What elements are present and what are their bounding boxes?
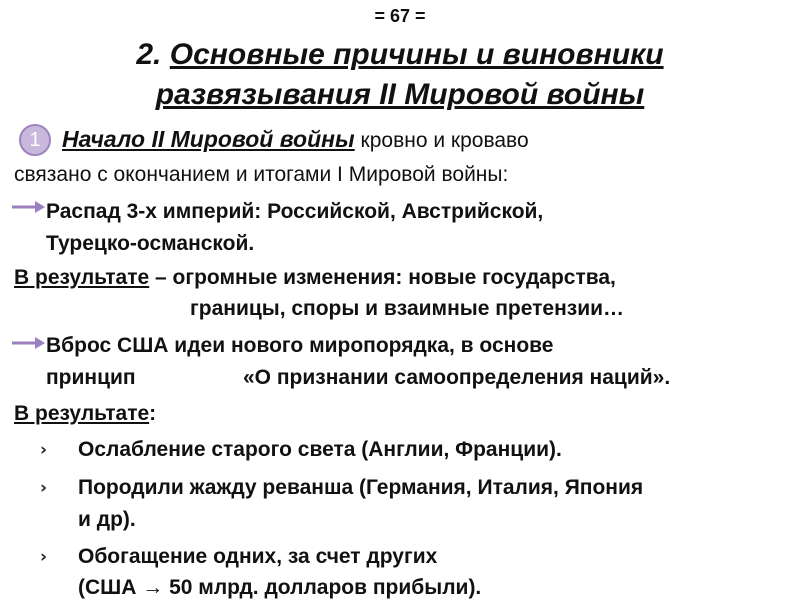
title-text-2: развязывания II Мировой войны (155, 78, 645, 111)
bullet-2-line1: Породили жажду реванша (Германия, Италия, Япония (78, 476, 644, 499)
arrow-item-2-line2b: «О признании самоопределения наций». (243, 366, 671, 389)
arrow-item-1-line1: Распад 3-х империй: Российской, Австрийской, (46, 200, 544, 223)
title-number: 2. (136, 38, 162, 71)
numbered-circle-icon: 1 (19, 124, 51, 156)
slide-title-line2 (0, 78, 800, 112)
bullet-marker-icon: › (40, 440, 48, 460)
page-number: = 67 = (374, 6, 426, 26)
result-1-line2: границы, споры и взаимные претензии… (190, 297, 625, 320)
intro-line1 (62, 126, 529, 153)
result-2-line (14, 402, 156, 426)
result-2-label: В результате (14, 402, 150, 425)
result-1-line1 (14, 266, 616, 290)
bullet-marker-icon: › (40, 547, 48, 567)
bullet-2-line2: и др). (78, 508, 136, 531)
right-arrow-icon (12, 200, 46, 214)
result-1-text: – огромные изменения: новые государства, (149, 266, 616, 289)
right-arrow-icon (12, 336, 46, 350)
intro-line2: связано с окончанием и итогами I Мировой войны: (14, 163, 509, 186)
result-2-colon: : (149, 402, 157, 425)
title-text-1: Основные причины и виновники (169, 38, 664, 71)
bullet-1-line1: Ослабление старого света (Англии, Франции). (78, 438, 562, 461)
bullet-marker-icon: › (40, 478, 48, 498)
arrow-item-2-line1: Вброс США идеи нового миропорядка, в основе (46, 334, 554, 357)
bullet-3-line2: (США → 50 млрд. долларов прибыли). (78, 576, 482, 599)
result-1-label: В результате (14, 266, 150, 289)
arrow-item-1-line2: Турецко-османской. (46, 232, 255, 255)
intro-highlight: Начало II Мировой войны (62, 126, 355, 152)
intro-rest: кровно и кроваво (354, 129, 529, 152)
bullet-3-line1: Обогащение одних, за счет других (78, 545, 438, 568)
arrow-item-2-line2a: принцип (46, 366, 136, 389)
slide-title-line1 (0, 38, 800, 72)
